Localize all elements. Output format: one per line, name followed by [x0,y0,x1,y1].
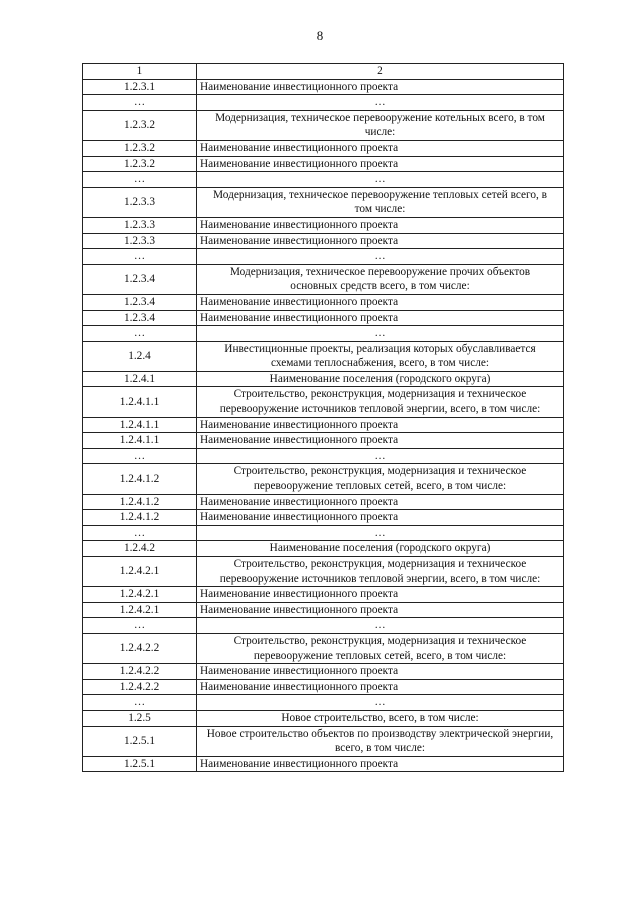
row-code: … [83,95,197,111]
row-text: Наименование инвестиционного проекта [197,79,564,95]
row-code: 1.2.4.1.1 [83,433,197,449]
row-text: Инвестиционные проекты, реализация которых обуславливается схемами теплоснабжения, всего, в том числе: [197,341,564,371]
table-row [83,633,564,663]
row-text: … [197,95,564,111]
table-row [83,233,564,249]
row-text: Строительство, реконструкция, модернизация и техническое перевооружение тепловых сетей, всего, в том числе: [197,633,564,663]
table-row [83,140,564,156]
row-text: Модернизация, техническое перевооружение прочих объектов основных средств всего, в том числе: [197,264,564,294]
table-row [83,172,564,188]
row-code: 1.2.3.4 [83,264,197,294]
table-row [83,510,564,526]
table-row [83,371,564,387]
table-row [83,618,564,634]
row-code: … [83,448,197,464]
row-code: 1.2.4.1.1 [83,417,197,433]
row-text: Наименование поселения (городского округа) [197,541,564,557]
row-text: Наименование инвестиционного проекта [197,587,564,603]
row-code: … [83,326,197,342]
table-row [83,95,564,111]
row-text: Строительство, реконструкция, модернизация и техническое перевооружение источников тепловой энергии, всего, в том числе: [197,557,564,587]
row-code: 1.2.4.2.1 [83,557,197,587]
row-code: 1.2.5.1 [83,756,197,772]
row-text: Новое строительство объектов по производству электрической энергии, всего, в том числе: [197,726,564,756]
row-text: Наименование инвестиционного проекта [197,433,564,449]
table-row [83,541,564,557]
page-number: 8 [316,28,324,43]
row-text: Наименование инвестиционного проекта [197,510,564,526]
row-code: … [83,249,197,265]
row-code: 1.2.4.1.2 [83,510,197,526]
row-text: … [197,618,564,634]
row-code: 1.2.3.1 [83,79,197,95]
row-code: 1.2.3.4 [83,310,197,326]
header-col-2: 2 [197,64,564,80]
investment-projects-table [82,63,564,772]
table-header-row [83,64,564,80]
row-text: … [197,172,564,188]
row-text: Наименование инвестиционного проекта [197,294,564,310]
row-code: 1.2.4.1.2 [83,494,197,510]
row-code: … [83,695,197,711]
row-text: Строительство, реконструкция, модернизация и техническое перевооружение источников тепловой энергии, всего, в том числе: [197,387,564,417]
table-row [83,79,564,95]
row-code: 1.2.4 [83,341,197,371]
table-row [83,726,564,756]
row-code: 1.2.4.1.2 [83,464,197,494]
table-row [83,310,564,326]
row-text: Наименование инвестиционного проекта [197,140,564,156]
table-row [83,294,564,310]
row-text: Модернизация, техническое перевооружение тепловых сетей всего, в том числе: [197,187,564,217]
row-text: Наименование инвестиционного проекта [197,417,564,433]
row-code: 1.2.4.1 [83,371,197,387]
table-row [83,249,564,265]
table-row [83,695,564,711]
table-row [83,679,564,695]
row-text: Наименование инвестиционного проекта [197,494,564,510]
row-code: 1.2.4.1.1 [83,387,197,417]
table-row [83,417,564,433]
row-text: Наименование инвестиционного проекта [197,217,564,233]
row-code: 1.2.3.3 [83,233,197,249]
table-row [83,264,564,294]
table-row [83,756,564,772]
table-row [83,710,564,726]
row-code: 1.2.3.4 [83,294,197,310]
row-text: … [197,326,564,342]
row-text: Новое строительство, всего, в том числе: [197,710,564,726]
table-row [83,557,564,587]
row-code: 1.2.5.1 [83,726,197,756]
table-row [83,217,564,233]
row-text: Наименование инвестиционного проекта [197,756,564,772]
row-text: Модернизация, техническое перевооружение котельных всего, в том числе: [197,110,564,140]
row-code: 1.2.3.3 [83,187,197,217]
row-text: Наименование инвестиционного проекта [197,310,564,326]
row-text: Наименование инвестиционного проекта [197,156,564,172]
row-text: Наименование инвестиционного проекта [197,233,564,249]
row-text: Наименование инвестиционного проекта [197,602,564,618]
table-row [83,494,564,510]
row-code: 1.2.3.3 [83,217,197,233]
row-code: … [83,172,197,188]
row-code: 1.2.4.2.1 [83,587,197,603]
row-text: … [197,525,564,541]
row-code: … [83,525,197,541]
row-code: 1.2.3.2 [83,140,197,156]
table-row [83,110,564,140]
row-code: 1.2.4.2.2 [83,679,197,695]
table-row [83,587,564,603]
row-text: Наименование поселения (городского округа) [197,371,564,387]
table-row [83,187,564,217]
table-row [83,433,564,449]
table-row [83,602,564,618]
table-row [83,326,564,342]
row-code: 1.2.4.2.2 [83,664,197,680]
row-code: 1.2.3.2 [83,110,197,140]
row-text: Строительство, реконструкция, модернизация и техническое перевооружение тепловых сетей, всего, в том числе: [197,464,564,494]
table-row [83,156,564,172]
table-row [83,448,564,464]
row-code: … [83,618,197,634]
row-text: … [197,448,564,464]
row-text: … [197,695,564,711]
row-code: 1.2.4.2 [83,541,197,557]
table-row [83,387,564,417]
row-text: … [197,249,564,265]
table-row [83,464,564,494]
row-code: 1.2.3.2 [83,156,197,172]
header-col-1: 1 [83,64,197,80]
table-row [83,525,564,541]
row-text: Наименование инвестиционного проекта [197,664,564,680]
table-row [83,341,564,371]
row-code: 1.2.4.2.2 [83,633,197,663]
row-code: 1.2.5 [83,710,197,726]
row-text: Наименование инвестиционного проекта [197,679,564,695]
row-code: 1.2.4.2.1 [83,602,197,618]
table-row [83,664,564,680]
